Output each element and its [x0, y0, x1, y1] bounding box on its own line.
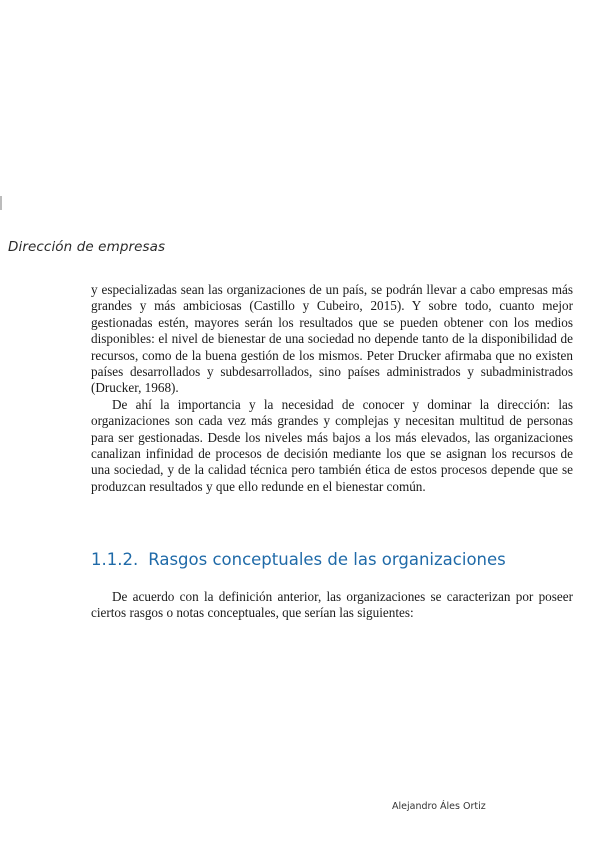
section-heading: [91, 550, 506, 569]
paragraph-1: y especializadas sean las organizaciones de un país, se podrán llevar a cabo empresas más grandes y más ambiciosas (Castillo y Cubeiro, 2015). Y sobre todo, cuanto mejor gestionadas estén, mayores serán los resultados que se pueden obtener con los medios disponibles: el nivel de bienestar de una sociedad no depende tanto de la disponibilidad de recursos, como de la buena gestión de los mismos. Peter Drucker afirmaba que no existen países desarrollados y subdesarrollados, sino países administrados y subadministrados (Drucker, 1968).: [91, 282, 573, 396]
body-text-block-2: [91, 589, 573, 622]
paragraph-2: De ahí la importancia y la necesidad de conocer y dominar la dirección: las organizaciones son cada vez más grandes y complejas y necesitan multitud de personas para ser gestionadas. Desde los niveles más bajos a los más elevados, las organizaciones canalizan infinidad de procesos de decisión mediante los que se asignan los recursos de una sociedad, y de la calidad técnica pero también ética de estos procesos depende que se produzcan resultados y que ello redunde en el bienestar común.: [91, 396, 573, 494]
running-head: Dirección de empresas: [8, 239, 166, 255]
section-title: Rasgos conceptuales de las organizaciones: [148, 550, 506, 569]
page-edge-mark: [0, 196, 2, 210]
section-number: 1.1.2.: [91, 550, 139, 569]
footer-author: Alejandro Áles Ortiz: [392, 801, 486, 812]
body-text-block-1: [91, 282, 573, 495]
paragraph-3: De acuerdo con la definición anterior, las organizaciones se caracterizan por poseer ciertos rasgos o notas conceptuales, que serían las siguientes:: [91, 589, 573, 621]
